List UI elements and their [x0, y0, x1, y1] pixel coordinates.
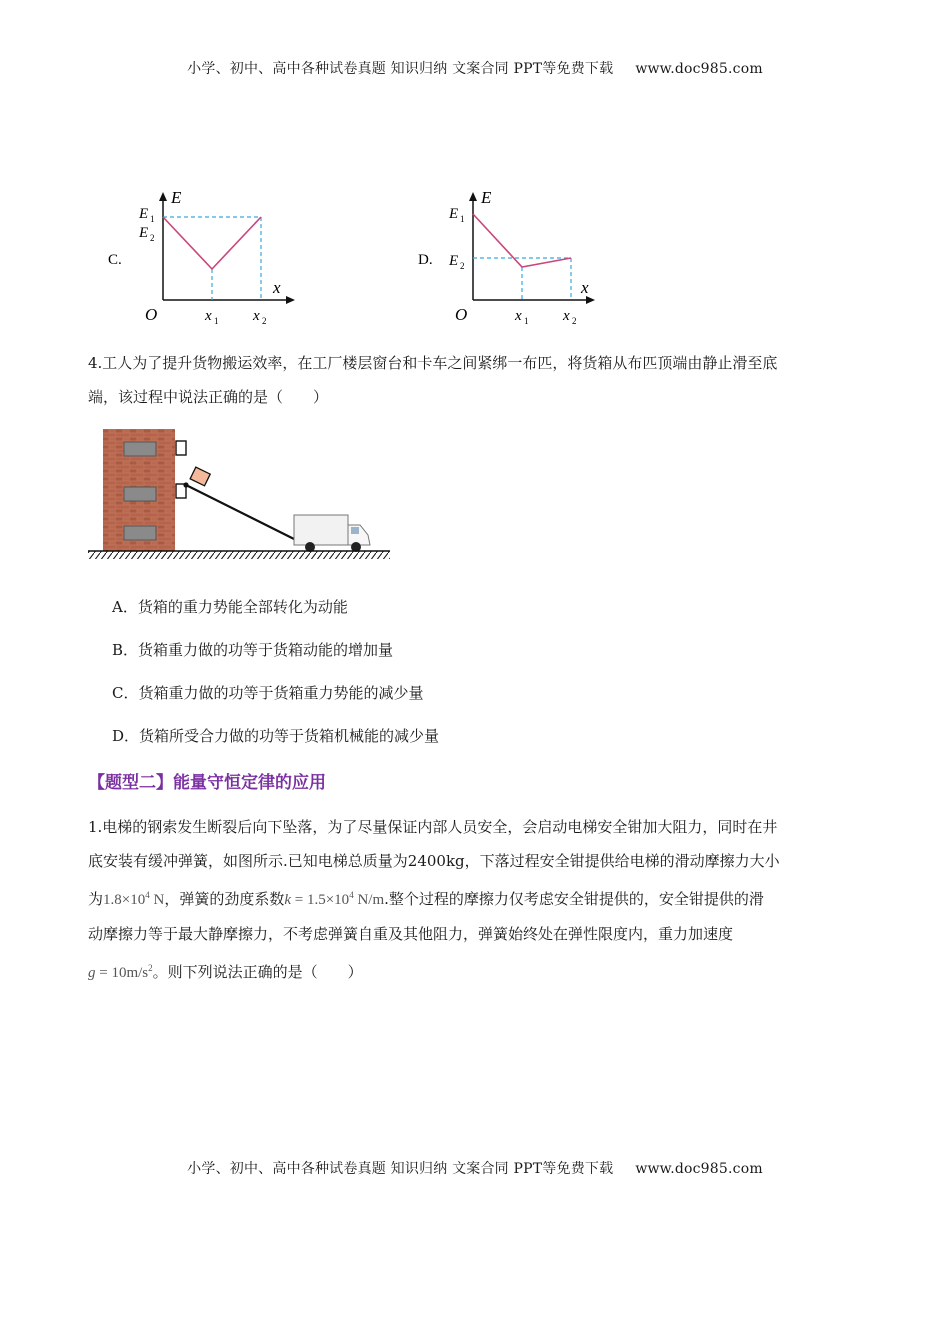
- graph-c-e1: E: [139, 206, 149, 222]
- slide-top-anchor: [183, 482, 188, 487]
- q1-friction-mantissa: 1.8×10: [103, 892, 146, 908]
- graph-c-curve: [163, 217, 261, 269]
- q1-friction-exp: 4: [145, 890, 150, 900]
- q1-line3-post: .整个过程的摩擦力仅考虑安全钳提供的，安全钳提供的滑: [384, 890, 764, 908]
- q4-option-d[interactable]: D．货箱所受合力做的功等于货箱机械能的减少量: [112, 727, 440, 745]
- graph-c-x1: x: [205, 308, 212, 324]
- q1-friction-unit: N: [153, 892, 165, 908]
- q4-line2: 端，该过程中说法正确的是（ ）: [88, 388, 329, 406]
- window-3: [124, 526, 156, 540]
- q4-text: [88, 346, 868, 414]
- graph-d-e1: E: [449, 206, 459, 222]
- graph-c-e2-sub: 2: [150, 233, 155, 243]
- q1-friction-value: [103, 892, 164, 908]
- cargo-box: [190, 467, 210, 486]
- graph-d-svg: [415, 185, 615, 335]
- q1-line3: [88, 878, 878, 917]
- footer-text: 小学、初中、高中各种试卷真题 知识归纳 文案合同 PPT等免费下载: [187, 1161, 614, 1177]
- graph-d-x2: x: [563, 308, 570, 324]
- graph-d-origin: O: [455, 305, 468, 324]
- graph-c-svg: [105, 185, 305, 335]
- q1-g-exp: 2: [148, 963, 153, 973]
- graph-d-x-arrow: [586, 296, 595, 304]
- graph-c-x-arrow: [286, 296, 295, 304]
- q1-line5-post: 。则下列说法正确的是（ ）: [152, 963, 363, 981]
- graph-c-option-label: C.: [108, 252, 122, 268]
- graph-c-e2: E: [139, 225, 149, 241]
- graph-d-x1: x: [515, 308, 522, 324]
- q4-option-b[interactable]: B．货箱重力做的功等于货箱动能的增加量: [112, 641, 394, 659]
- page-footer: [0, 1158, 950, 1178]
- graph-c: [105, 185, 305, 335]
- q1-g-symbol: g: [88, 965, 96, 981]
- q1-line5: [88, 951, 878, 990]
- ledge-1: [176, 441, 186, 455]
- footer-url[interactable]: www.doc985.com: [635, 1161, 763, 1177]
- q1-gravity-value: [88, 965, 153, 981]
- graph-d-x1-sub: 1: [524, 316, 529, 326]
- graph-d-x2-sub: 2: [572, 316, 577, 326]
- graph-c-x1-sub: 1: [214, 316, 219, 326]
- graph-d-e1-sub: 1: [460, 214, 465, 224]
- graph-c-e1-sub: 1: [150, 214, 155, 224]
- graph-d-option-label: D.: [418, 252, 433, 268]
- graph-c-x2-sub: 2: [262, 316, 267, 326]
- q4-figure-svg: [88, 425, 398, 565]
- graph-d: [415, 185, 615, 335]
- window-2: [124, 487, 156, 501]
- graph-d-y-arrow: [469, 192, 477, 201]
- q1-line3-pre: 为: [88, 890, 104, 908]
- slide-cloth: [186, 485, 300, 542]
- graph-d-y-label: E: [481, 188, 492, 207]
- q1-line3-mid: ，弹簧的劲度系数: [164, 890, 285, 908]
- q4-option-c[interactable]: C．货箱重力做的功等于货箱重力势能的减少量: [112, 684, 424, 702]
- q1-line4: 动摩擦力等于最大静摩擦力，不考虑弹簧自重及其他阻力，弹簧始终处在弹性限度内，重力加速度: [88, 925, 734, 943]
- section-title: 【题型二】能量守恒定律的应用: [88, 773, 326, 793]
- q1-k-symbol: k: [284, 892, 292, 908]
- q4-line1: 4.工人为了提升货物搬运效率，在工厂楼层窗台和卡车之间紧绑一布匹，将货箱从布匹顶端由静止滑至底: [88, 354, 778, 372]
- graph-d-x-label: x: [581, 278, 589, 297]
- q1-k-mantissa: = 1.5×10: [291, 892, 350, 908]
- graph-d-e2: E: [449, 253, 459, 269]
- graph-c-x-label: x: [273, 278, 281, 297]
- ground-hatch: [88, 551, 390, 559]
- graph-c-y-label: E: [171, 188, 182, 207]
- graph-c-x2: x: [253, 308, 260, 324]
- header-text: 小学、初中、高中各种试卷真题 知识归纳 文案合同 PPT等免费下载: [187, 61, 614, 77]
- window-1: [124, 442, 156, 456]
- q1-k-unit: N/m: [357, 892, 385, 908]
- graph-c-origin: O: [145, 305, 158, 324]
- q1-line2: 底安装有缓冲弹簧，如图所示.已知电梯总质量为2400kg，下落过程安全钳提供给电梯的滑动摩擦力大小: [88, 852, 780, 870]
- graph-d-curve: [473, 214, 571, 267]
- q4-figure: [88, 425, 398, 565]
- q1-k-exp: 4: [349, 890, 354, 900]
- header-url[interactable]: www.doc985.com: [635, 61, 763, 77]
- page-header: [0, 58, 950, 78]
- truck-window: [351, 527, 359, 534]
- q1-stiffness-value: [284, 892, 384, 908]
- truck-cargo: [294, 515, 348, 545]
- q1-line1: 1.电梯的钢索发生断裂后向下坠落，为了尽量保证内部人员安全，会启动电梯安全钳加大阻力，同时在井: [88, 818, 778, 836]
- graph-d-e2-sub: 2: [460, 261, 465, 271]
- q1-g-value: = 10m/s: [95, 965, 149, 981]
- q1-text: [88, 810, 878, 990]
- graph-c-y-arrow: [159, 192, 167, 201]
- q4-option-a[interactable]: A．货箱的重力势能全部转化为动能: [112, 598, 348, 616]
